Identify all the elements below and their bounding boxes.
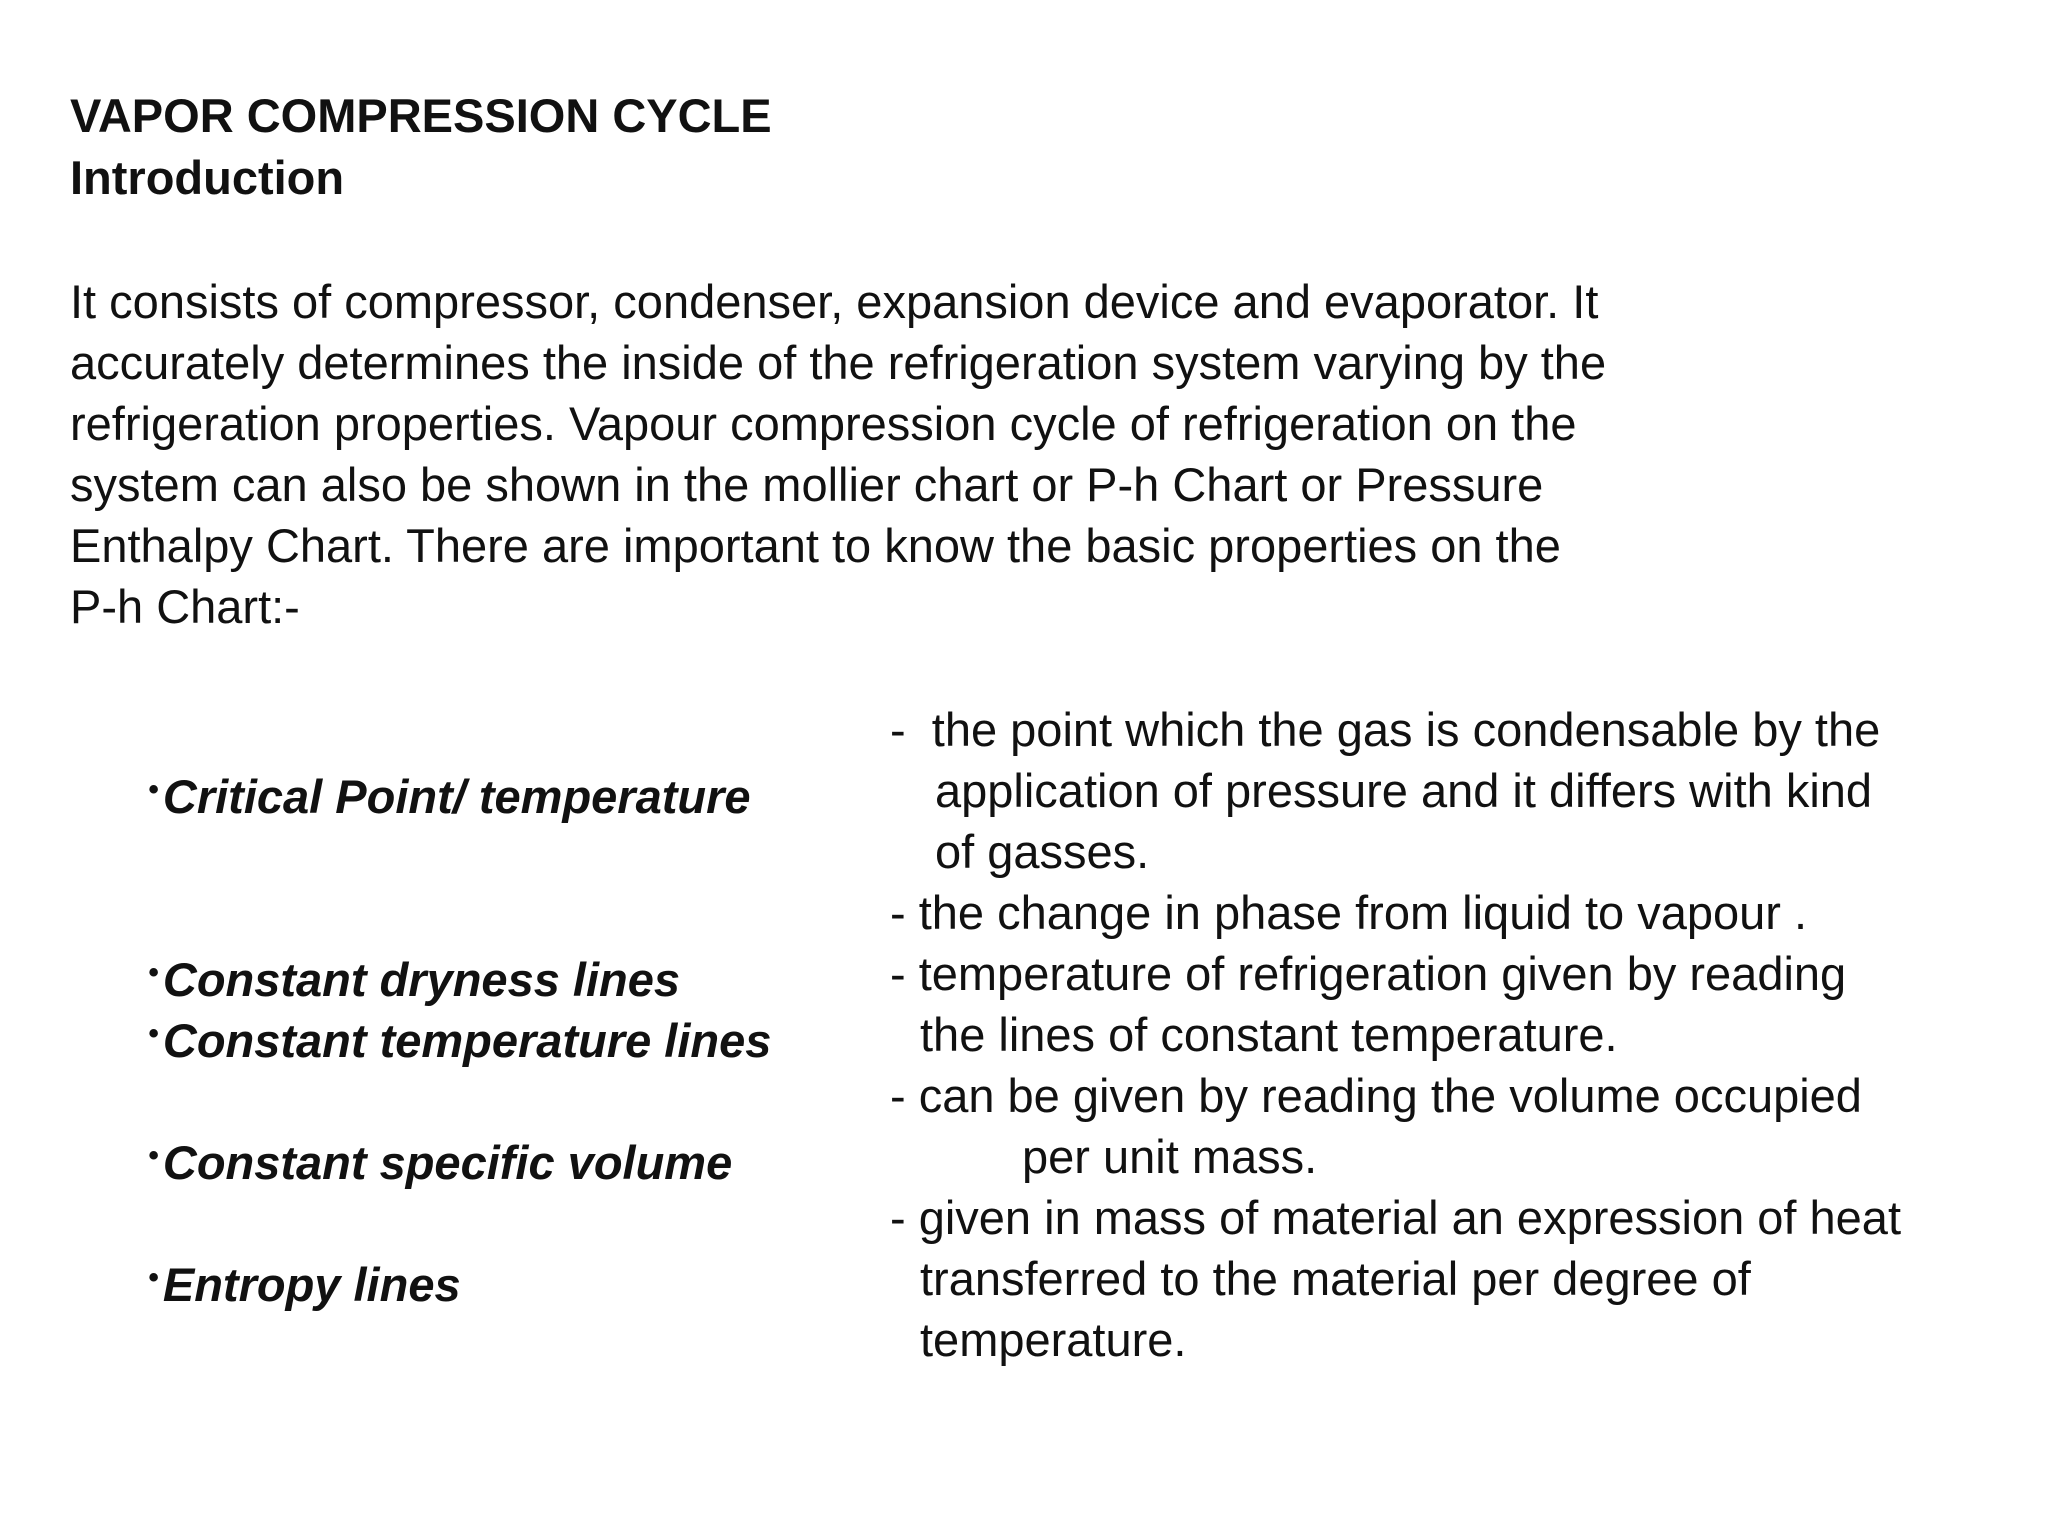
bullet-icon: •	[148, 1017, 159, 1050]
property-term-text: Constant specific volume	[162, 1136, 733, 1189]
intro-line: accurately determines the inside of the refrigeration system varying by the	[70, 336, 1607, 389]
property-desc-line: temperature.	[920, 1313, 1187, 1366]
bullet-icon: •	[148, 1139, 159, 1172]
slide-title: VAPOR COMPRESSION CYCLE	[70, 89, 772, 142]
intro-line: refrigeration properties. Vapour compression cycle of refrigeration on the	[70, 397, 1577, 450]
property-desc-line: - the point which the gas is condensable by the	[890, 703, 1881, 756]
property-term	[70, 700, 751, 887]
property-desc-line: - temperature of refrigeration given by reading	[890, 947, 1847, 1000]
bullet-icon: •	[148, 773, 159, 806]
bullet-icon: •	[148, 1261, 159, 1294]
intro-line: system can also be shown in the mollier chart or P-h Chart or Pressure	[70, 458, 1544, 511]
property-term-text: Entropy lines	[162, 1258, 461, 1311]
property-desc-line: - the change in phase from liquid to vapour .	[890, 886, 1808, 939]
property-term-text: Constant dryness lines	[162, 953, 681, 1006]
property-term-text: Constant temperature lines	[162, 1014, 772, 1067]
property-term-text: Critical Point/ temperature	[162, 770, 751, 823]
property-desc-line: of gasses.	[935, 825, 1150, 878]
intro-line: Enthalpy Chart. There are important to know the basic properties on the	[70, 519, 1561, 572]
property-desc-line: per unit mass.	[1022, 1130, 1318, 1183]
property-desc-line: - given in mass of material an expression of heat	[890, 1191, 1902, 1244]
property-desc-line: transferred to the material per degree of	[920, 1252, 1751, 1305]
intro-line: It consists of compressor, condenser, expansion device and evaporator. It	[70, 275, 1599, 328]
bullet-icon: •	[148, 956, 159, 989]
property-desc-line: application of pressure and it differs with kind	[935, 764, 1873, 817]
intro-line: P-h Chart:-	[70, 580, 300, 633]
property-desc-line: the lines of constant temperature.	[920, 1008, 1618, 1061]
slide-subtitle: Introduction	[70, 151, 345, 204]
property-desc-line: - can be given by reading the volume occupied	[890, 1069, 1862, 1122]
property-term	[70, 1188, 461, 1375]
